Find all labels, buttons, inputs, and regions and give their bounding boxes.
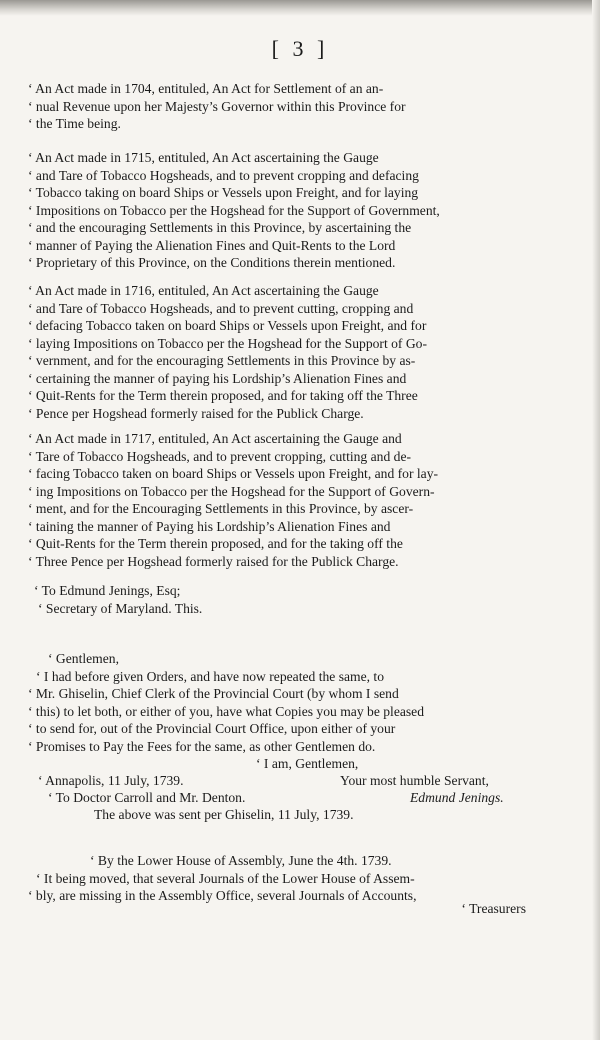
letter-line: ‘ to send for, out of the Provincial Court Office, upon either of your bbox=[28, 721, 396, 736]
letter-sent-note: The above was sent per Ghiselin, 11 July, 1739. bbox=[94, 807, 354, 822]
letter-servant: Your most humble Servant, bbox=[340, 773, 489, 788]
address-line: ‘ To Edmund Jenings, Esq; bbox=[34, 583, 181, 598]
paragraph-act-1704 bbox=[28, 80, 528, 133]
text-line: ‘ Pence per Hogshead formerly raised for the Publick Charge. bbox=[28, 405, 364, 421]
text-line: ‘ and Tare of Tobacco Hogsheads, and to prevent cutting, cropping and bbox=[28, 300, 414, 316]
paragraph-act-1715 bbox=[28, 149, 528, 272]
text-line: ‘ An Act made in 1704, entituled, An Act for Settlement of an an- bbox=[28, 81, 384, 96]
address-line: ‘ Secretary of Maryland. This. bbox=[38, 600, 203, 616]
catchword: ‘ Treasurers bbox=[461, 901, 526, 916]
text-line: ‘ Quit-Rents for the Term therein proposed, and for the taking off the bbox=[28, 536, 403, 551]
text-line: ‘ ing Impositions on Tobacco per the Hogshead for the Support of Govern- bbox=[28, 483, 435, 499]
text-line: ‘ Proprietary of this Province, on the Conditions therein mentioned. bbox=[28, 255, 396, 270]
paragraph-act-1716 bbox=[28, 282, 528, 422]
resolution-header: ‘ By the Lower House of Assembly, June the 4th. 1739. bbox=[90, 853, 392, 868]
text-line: ‘ nual Revenue upon her Majesty’s Governor within this Province for bbox=[28, 98, 406, 114]
text-line: ‘ An Act made in 1716, entituled, An Act ascertaining the Gauge bbox=[28, 283, 379, 298]
text-line: ‘ defacing Tobacco taken on board Ships or Vessels upon Freight, and for bbox=[28, 318, 427, 333]
text-line: ‘ Impositions on Tobacco per the Hogshead for the Support of Government, bbox=[28, 202, 440, 218]
page-number: [ 3 ] bbox=[271, 36, 329, 61]
text-line: ‘ Tare of Tobacco Hogsheads, and to prevent cropping, cutting and de- bbox=[28, 448, 412, 464]
text-line: ‘ laying Impositions on Tobacco per the Hogshead for the Support of Go- bbox=[28, 335, 427, 351]
text-line: ‘ the Time being. bbox=[28, 116, 121, 131]
letter-signature: Edmund Jenings. bbox=[410, 790, 504, 805]
text-line: ‘ Tobacco taking on board Ships or Vessels upon Freight, and for laying bbox=[28, 185, 419, 200]
letter-place-date: ‘ Annapolis, 11 July, 1739. bbox=[38, 773, 184, 788]
letter-line: ‘ Promises to Pay the Fees for the same, as other Gentlemen do. bbox=[28, 738, 376, 754]
letter-closing: ‘ I am, Gentlemen, bbox=[256, 756, 359, 771]
letter-recipients-row bbox=[48, 789, 538, 807]
text-line: ‘ ment, and for the Encouraging Settlements in this Province, by ascer- bbox=[28, 501, 414, 516]
resolution-line: ‘ bly, are missing in the Assembly Office, several Journals of Accounts, bbox=[28, 888, 417, 903]
resolution-block bbox=[28, 852, 528, 905]
letter-salutation: ‘ Gentlemen, bbox=[48, 651, 119, 666]
text-line: ‘ An Act made in 1715, entituled, An Act ascertaining the Gauge bbox=[28, 150, 379, 165]
text-line: ‘ and the encouraging Settlements in this Province, by ascertaining the bbox=[28, 220, 412, 235]
text-line: ‘ certaining the manner of paying his Lordship’s Alienation Fines and bbox=[28, 370, 407, 386]
text-line: ‘ facing Tobacco taken on board Ships or Vessels upon Freight, and for lay- bbox=[28, 466, 439, 481]
text-line: ‘ An Act made in 1717, entituled, An Act ascertaining the Gauge and bbox=[28, 431, 402, 446]
text-line: ‘ vernment, and for the encouraging Settlements in this Province by as- bbox=[28, 353, 416, 368]
page-right-edge bbox=[592, 0, 600, 1040]
resolution-line: ‘ It being moved, that several Journals of the Lower House of Assem- bbox=[36, 870, 415, 886]
page-top-edge bbox=[0, 0, 600, 16]
letter-line: ‘ Mr. Ghiselin, Chief Clerk of the Provincial Court (by whom I send bbox=[28, 686, 399, 701]
letter-sent-note-row bbox=[94, 806, 354, 824]
address-block bbox=[28, 582, 528, 617]
letter-line: ‘ I had before given Orders, and have now repeated the same, to bbox=[36, 668, 385, 684]
text-line: ‘ Quit-Rents for the Term therein proposed, and for taking off the Three bbox=[28, 388, 418, 403]
letter-dateline bbox=[38, 772, 538, 790]
letter-block bbox=[28, 650, 528, 773]
text-line: ‘ manner of Paying the Alienation Fines and Quit-Rents to the Lord bbox=[28, 237, 396, 253]
text-line: ‘ and Tare of Tobacco Hogsheads, and to prevent cropping and defacing bbox=[28, 167, 419, 183]
paragraph-act-1717 bbox=[28, 430, 528, 570]
letter-recipients: ‘ To Doctor Carroll and Mr. Denton. bbox=[48, 790, 246, 805]
text-line: ‘ Three Pence per Hogshead formerly raised for the Publick Charge. bbox=[28, 553, 399, 569]
text-line: ‘ taining the manner of Paying his Lordship’s Alienation Fines and bbox=[28, 518, 391, 534]
letter-line: ‘ this) to let both, or either of you, have what Copies you may be pleased bbox=[28, 703, 425, 719]
